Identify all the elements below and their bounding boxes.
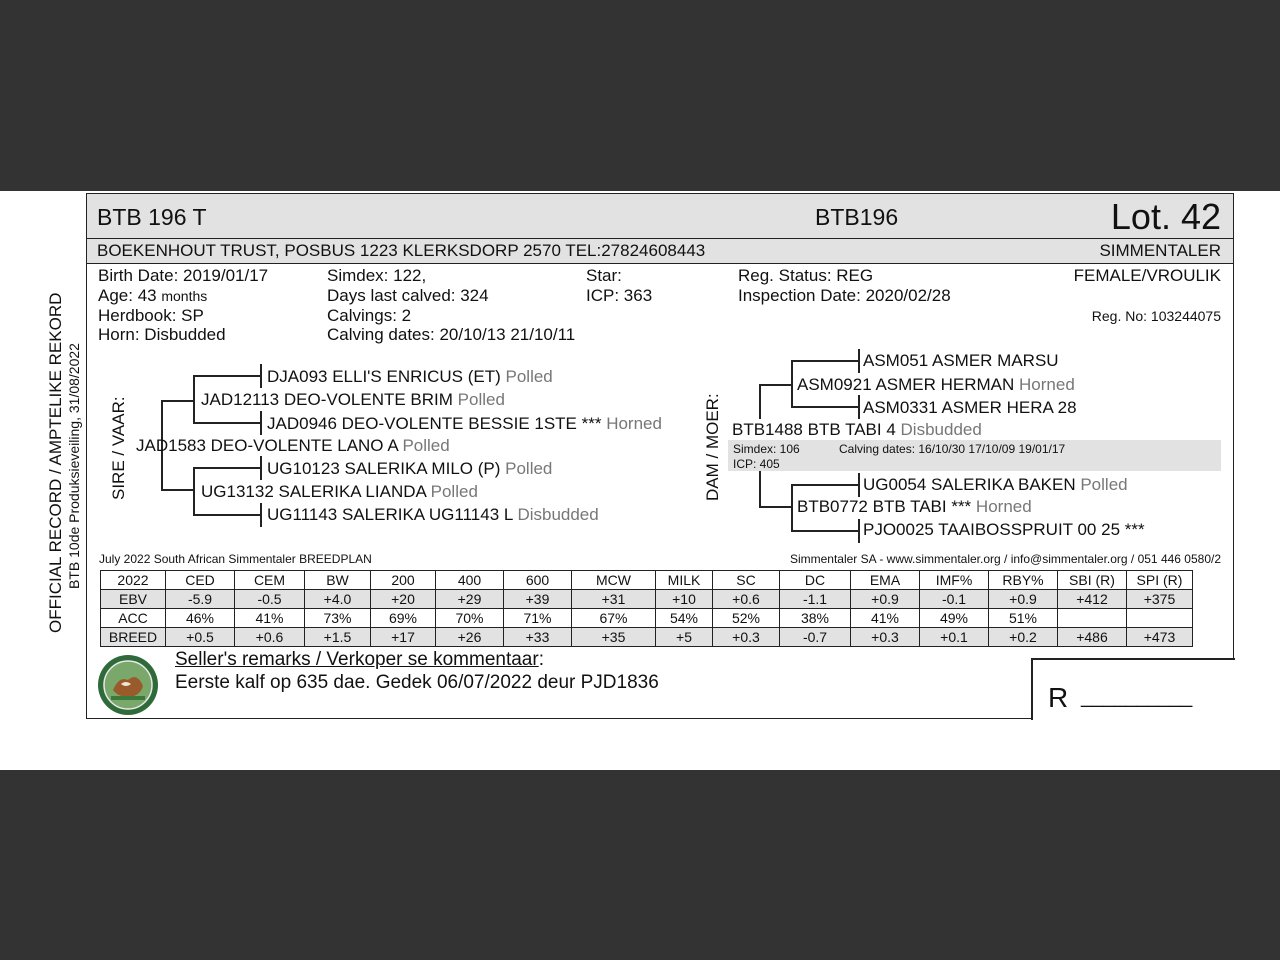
currency-label: R bbox=[1048, 682, 1069, 713]
dam-dam bbox=[797, 497, 1032, 517]
ebv-header-cell: 200 bbox=[371, 571, 436, 590]
catalogue-page bbox=[0, 191, 1280, 770]
ebv-row bbox=[101, 628, 1193, 647]
ebv-header-cell: BW bbox=[305, 571, 371, 590]
owner-details: BOEKENHOUT TRUST, POSBUS 1223 KLERKSDORP 2570 TEL:27824608443 bbox=[97, 241, 706, 260]
ebv-cell: 73% bbox=[305, 609, 371, 628]
horn-status: Polled bbox=[430, 482, 478, 501]
herdbook: Herdbook: SP bbox=[98, 306, 204, 325]
ebv-cell: +20 bbox=[371, 590, 436, 609]
ebv-cell: +4.0 bbox=[305, 590, 371, 609]
remarks-text: Eerste kalf op 635 dae. Gedek 06/07/2022 deur PJD1836 bbox=[175, 672, 659, 693]
sire-sire-dam bbox=[267, 414, 662, 434]
animal-name: JAD12113 DEO-VOLENTE BRIM bbox=[201, 390, 453, 409]
age-value: Age: 43 bbox=[98, 286, 157, 305]
ebv-header-cell: CED bbox=[166, 571, 235, 590]
star-rating: Star: bbox=[586, 266, 622, 285]
dam-sire-dam bbox=[863, 398, 1077, 418]
animal-name: JAD1583 DEO-VOLENTE LANO A bbox=[136, 436, 398, 455]
dam-sire-sire bbox=[863, 351, 1059, 371]
ebv-cell: 70% bbox=[436, 609, 504, 628]
remarks-colon: : bbox=[538, 649, 544, 670]
sire-sire-sire bbox=[267, 367, 553, 387]
ebv-cell: +5 bbox=[656, 628, 713, 647]
ebv-cell: +31 bbox=[572, 590, 656, 609]
simmentaler-contact: Simmentaler SA - www.simmentaler.org / info@simmentaler.org / 051 446 0580/2 bbox=[789, 552, 1221, 566]
ebv-cell: +26 bbox=[436, 628, 504, 647]
age-unit: months bbox=[161, 288, 208, 304]
reg-status: Reg. Status: REG bbox=[738, 266, 874, 285]
animal-name: UG13132 SALERIKA LIANDA bbox=[201, 482, 426, 501]
ebv-cell: -0.1 bbox=[920, 590, 989, 609]
ebv-header-cell: SPI (R) bbox=[1127, 571, 1193, 590]
ebv-cell: 46% bbox=[166, 609, 235, 628]
ebv-header-cell: EMA bbox=[851, 571, 920, 590]
dam-icp: ICP: 405 bbox=[733, 457, 780, 471]
ebv-cell: 38% bbox=[780, 609, 851, 628]
animal-name: UG11143 SALERIKA UG11143 L bbox=[267, 505, 513, 524]
sire bbox=[136, 436, 450, 456]
ebv-cell: +473 bbox=[1127, 628, 1193, 647]
horn-status: Disbudded bbox=[517, 505, 599, 524]
official-record-label: OFFICIAL RECORD / AMPTELIKE REKORD bbox=[46, 292, 65, 633]
ebv-cell: +0.9 bbox=[851, 590, 920, 609]
animal-name: PJO0025 TAAIBOSSPRUIT 00 25 *** bbox=[863, 520, 1145, 539]
breed-name: SIMMENTALER bbox=[1099, 241, 1221, 260]
ebv-row-label: EBV bbox=[101, 590, 166, 609]
ebv-cell: +0.3 bbox=[713, 628, 780, 647]
ebv-header-cell: SBI (R) bbox=[1058, 571, 1127, 590]
ebv-cell: +29 bbox=[436, 590, 504, 609]
ebv-cell: +10 bbox=[656, 590, 713, 609]
breedplan-caption: July 2022 South African Simmentaler BREEDPLAN bbox=[99, 552, 372, 566]
price-box bbox=[1031, 658, 1235, 720]
dam-calving-dates: Calving dates: 16/10/30 17/10/09 19/01/17 bbox=[839, 442, 1066, 456]
ebv-header-cell: RBY% bbox=[989, 571, 1058, 590]
ebv-row bbox=[101, 590, 1193, 609]
ebv-cell: +0.1 bbox=[920, 628, 989, 647]
animal-name: BTB0772 BTB TABI *** bbox=[797, 497, 972, 516]
ebv-cell: +0.2 bbox=[989, 628, 1058, 647]
remarks-title: Seller's remarks / Verkoper se kommentaar bbox=[175, 649, 539, 670]
horn-status: Polled bbox=[505, 459, 553, 478]
ebv-cell: 67% bbox=[572, 609, 656, 628]
horn-status: Polled bbox=[1080, 475, 1128, 494]
ebv-cell: 41% bbox=[235, 609, 305, 628]
lot-card bbox=[86, 193, 1234, 719]
horn-status: Horned bbox=[1019, 375, 1075, 394]
ebv-cell: +35 bbox=[572, 628, 656, 647]
animal-name: DJA093 ELLI'S ENRICUS (ET) bbox=[267, 367, 501, 386]
ebv-cell: -0.5 bbox=[235, 590, 305, 609]
animal-name: ASM0331 ASMER HERA 28 bbox=[863, 398, 1077, 417]
ebv-cell: +0.9 bbox=[989, 590, 1058, 609]
simmentaler-emblem-icon bbox=[97, 654, 159, 716]
ebv-header-cell: DC bbox=[780, 571, 851, 590]
animal-name: UG0054 SALERIKA BAKEN bbox=[863, 475, 1076, 494]
ebv-cell: +0.5 bbox=[166, 628, 235, 647]
animal-name: BTB1488 BTB TABI 4 bbox=[732, 420, 896, 439]
animal-name: JAD0946 DEO-VOLENTE BESSIE 1STE *** bbox=[267, 414, 602, 433]
ebv-cell: +412 bbox=[1058, 590, 1127, 609]
animal-name: ASM051 ASMER MARSU bbox=[863, 351, 1059, 370]
ebv-cell: 71% bbox=[504, 609, 572, 628]
ebv-header-cell: 2022 bbox=[101, 571, 166, 590]
dam-dam-dam bbox=[863, 520, 1145, 540]
birth-date: Birth Date: 2019/01/17 bbox=[98, 266, 269, 285]
icp: ICP: 363 bbox=[586, 286, 653, 305]
days-last-calved: Days last calved: 324 bbox=[327, 286, 489, 305]
ebv-cell: +33 bbox=[504, 628, 572, 647]
ebv-table bbox=[100, 570, 1193, 647]
ebv-cell: +39 bbox=[504, 590, 572, 609]
horn-status: Horn: Disbudded bbox=[98, 325, 226, 344]
ebv-cell bbox=[1058, 609, 1127, 628]
ebv-header-cell: 600 bbox=[504, 571, 572, 590]
ebv-cell: +0.6 bbox=[235, 628, 305, 647]
ebv-cell: -5.9 bbox=[166, 590, 235, 609]
ebv-header-cell: 400 bbox=[436, 571, 504, 590]
age bbox=[98, 286, 207, 306]
dam-simdex: Simdex: 106 bbox=[733, 442, 800, 456]
dam-sire bbox=[797, 375, 1075, 395]
horn-status: Horned bbox=[975, 497, 1032, 516]
animal-name: UG10123 SALERIKA MILO (P) bbox=[267, 459, 501, 478]
ebv-header-cell: CEM bbox=[235, 571, 305, 590]
inspection-date: Inspection Date: 2020/02/28 bbox=[738, 286, 951, 305]
dam bbox=[732, 420, 982, 440]
reg-number: Reg. No: 103244075 bbox=[1091, 308, 1221, 324]
lot-number: Lot. 42 bbox=[1110, 196, 1221, 237]
ebv-cell: 49% bbox=[920, 609, 989, 628]
sire-sire bbox=[201, 390, 505, 410]
horn-status: Horned bbox=[606, 414, 662, 433]
ebv-cell: +486 bbox=[1058, 628, 1127, 647]
animal-name: ASM0921 ASMER HERMAN bbox=[797, 375, 1015, 394]
ebv-cell bbox=[1127, 609, 1193, 628]
header-bar bbox=[87, 194, 1233, 239]
price-blank: __________ bbox=[1081, 686, 1193, 708]
animal-id: BTB 196 T bbox=[97, 204, 207, 230]
simdex: Simdex: 122, bbox=[327, 266, 427, 285]
ebv-cell: +17 bbox=[371, 628, 436, 647]
auction-label: BTB 10de Produksieveiling, 31/08/2022 bbox=[66, 343, 82, 589]
calvings: Calvings: 2 bbox=[327, 306, 412, 325]
dam-label: DAM / MOER: bbox=[703, 393, 722, 501]
calving-dates: Calving dates: 20/10/13 21/10/11 bbox=[327, 325, 576, 344]
ebv-header-cell: SC bbox=[713, 571, 780, 590]
dam-dam-sire bbox=[863, 475, 1128, 495]
ebv-cell: 52% bbox=[713, 609, 780, 628]
remarks-heading bbox=[175, 649, 544, 671]
ebv-cell: -0.7 bbox=[780, 628, 851, 647]
ebv-cell: 69% bbox=[371, 609, 436, 628]
ebv-row-label: BREED bbox=[101, 628, 166, 647]
ebv-row bbox=[101, 609, 1193, 628]
ebv-header-cell: MCW bbox=[572, 571, 656, 590]
ebv-cell: -1.1 bbox=[780, 590, 851, 609]
ebv-cell: 51% bbox=[989, 609, 1058, 628]
sire-dam bbox=[201, 482, 478, 502]
horn-status: Polled bbox=[402, 436, 450, 455]
ebv-cell: 54% bbox=[656, 609, 713, 628]
ebv-cell: +375 bbox=[1127, 590, 1193, 609]
horn-status: Polled bbox=[505, 367, 553, 386]
sire-dam-sire bbox=[267, 459, 552, 479]
animal-code: BTB196 bbox=[815, 204, 899, 230]
sex: FEMALE/VROULIK bbox=[1073, 266, 1221, 285]
ebv-cell: +1.5 bbox=[305, 628, 371, 647]
horn-status: Polled bbox=[457, 390, 505, 409]
ebv-header-cell: IMF% bbox=[920, 571, 989, 590]
sire-dam-dam bbox=[267, 505, 599, 525]
ebv-header-row bbox=[101, 571, 1193, 590]
sire-label: SIRE / VAAR: bbox=[109, 396, 128, 500]
ebv-cell: +0.3 bbox=[851, 628, 920, 647]
ebv-cell: +0.6 bbox=[713, 590, 780, 609]
ebv-cell: 41% bbox=[851, 609, 920, 628]
horn-status: Disbudded bbox=[900, 420, 982, 439]
ebv-row-label: ACC bbox=[101, 609, 166, 628]
ebv-header-cell: MILK bbox=[656, 571, 713, 590]
owner-bar bbox=[87, 239, 1233, 264]
